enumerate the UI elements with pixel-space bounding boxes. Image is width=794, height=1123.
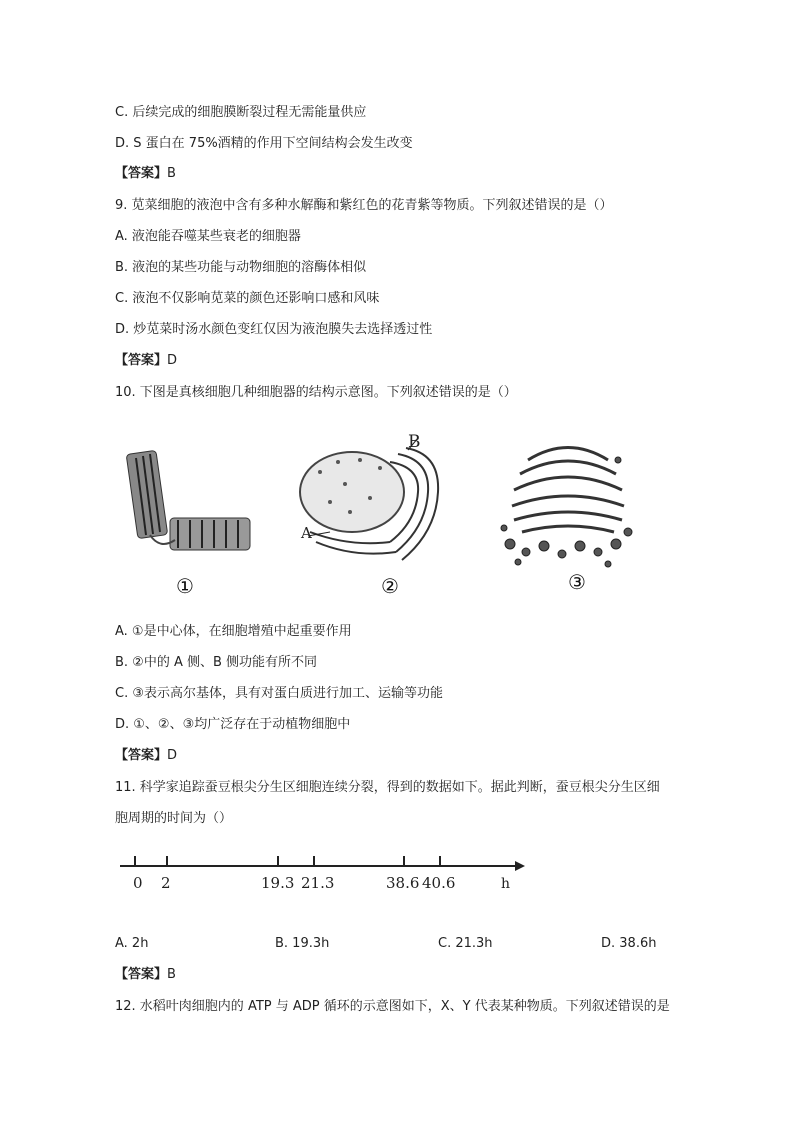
- q10-option-a: A. ①是中心体，在细胞增殖中起重要作用: [115, 624, 352, 639]
- q12-stem: 12. 水稻叶肉细胞内的 ATP 与 ADP 循环的示意图如下，X、Y 代表某种物质。下列叙述错误的是: [115, 999, 670, 1014]
- q8-option-c: C. 后续完成的细胞膜断裂过程无需能量供应: [115, 105, 367, 120]
- timeline-unit: h: [501, 876, 511, 892]
- tick-label-3: 21.3: [301, 874, 335, 892]
- q10-option-d: D. ①、②、③均广泛存在于动植物细胞中: [115, 717, 351, 732]
- tick-label-0: 0: [133, 874, 143, 892]
- figure-label-3: ③: [568, 570, 586, 594]
- q10-answer: [115, 747, 177, 765]
- answer-tag: 【答案】: [115, 748, 168, 763]
- tick-label-2: 19.3: [261, 874, 295, 892]
- tick-label-5: 40.6: [422, 874, 456, 892]
- label-a: A: [301, 524, 312, 542]
- q9-option-a: A. 液泡能吞噬某些衰老的细胞器: [115, 229, 301, 244]
- answer-tag: 【答案】: [115, 967, 168, 982]
- q10-option-c: C. ③表示高尔基体，具有对蛋白质进行加工、运输等功能: [115, 686, 443, 701]
- cell-cycle-timeline: [115, 838, 525, 898]
- q8-option-d: D. S 蛋白在 75%酒精的作用下空间结构会发生改变: [115, 136, 413, 151]
- answer-value: D: [167, 748, 178, 763]
- figure-label-1: ①: [176, 574, 194, 598]
- centriole-figure: [120, 440, 260, 580]
- label-b: B: [408, 432, 421, 452]
- q9-option-d: D. 炒苋菜时汤水颜色变红仅因为液泡膜失去选择透过性: [115, 322, 433, 337]
- answer-value: D: [167, 353, 178, 368]
- figure-label-2: ②: [381, 574, 399, 598]
- tick-label-1: 2: [161, 874, 171, 892]
- q9-option-c: C. 液泡不仅影响苋菜的颜色还影响口感和风味: [115, 291, 380, 306]
- q11-option-d: D. 38.6h: [601, 936, 657, 951]
- q8-answer: [115, 165, 176, 183]
- q11-option-a: A. 2h: [115, 936, 149, 951]
- q9-stem: 9. 苋菜细胞的液泡中含有多种水解酶和紫红色的花青紫等物质。下列叙述错误的是（）: [115, 198, 613, 213]
- tick-label-4: 38.6: [386, 874, 420, 892]
- q10-stem: 10. 下图是真核细胞几种细胞器的结构示意图。下列叙述错误的是（）: [115, 385, 517, 400]
- answer-tag: 【答案】: [115, 353, 168, 368]
- timeline-arrow-icon: [515, 861, 525, 871]
- golgi-figure: [498, 440, 638, 570]
- q11-stem-line1: 11. 科学家追踪蚕豆根尖分生区细胞连续分裂，得到的数据如下。据此判断，蚕豆根尖分生区细: [115, 780, 660, 795]
- answer-value: B: [167, 166, 176, 181]
- q11-option-b: B. 19.3h: [275, 936, 330, 951]
- q11-option-c: C. 21.3h: [438, 936, 493, 951]
- q11-answer: [115, 966, 176, 984]
- answer-value: B: [167, 967, 176, 982]
- answer-tag: 【答案】: [115, 166, 168, 181]
- nucleus-er-figure: [290, 432, 450, 572]
- q9-answer: [115, 352, 177, 370]
- q11-stem-line2: 胞周期的时间为（）: [115, 811, 233, 826]
- q10-option-b: B. ②中的 A 侧、B 侧功能有所不同: [115, 655, 318, 670]
- q9-option-b: B. 液泡的某些功能与动物细胞的溶酶体相似: [115, 260, 367, 275]
